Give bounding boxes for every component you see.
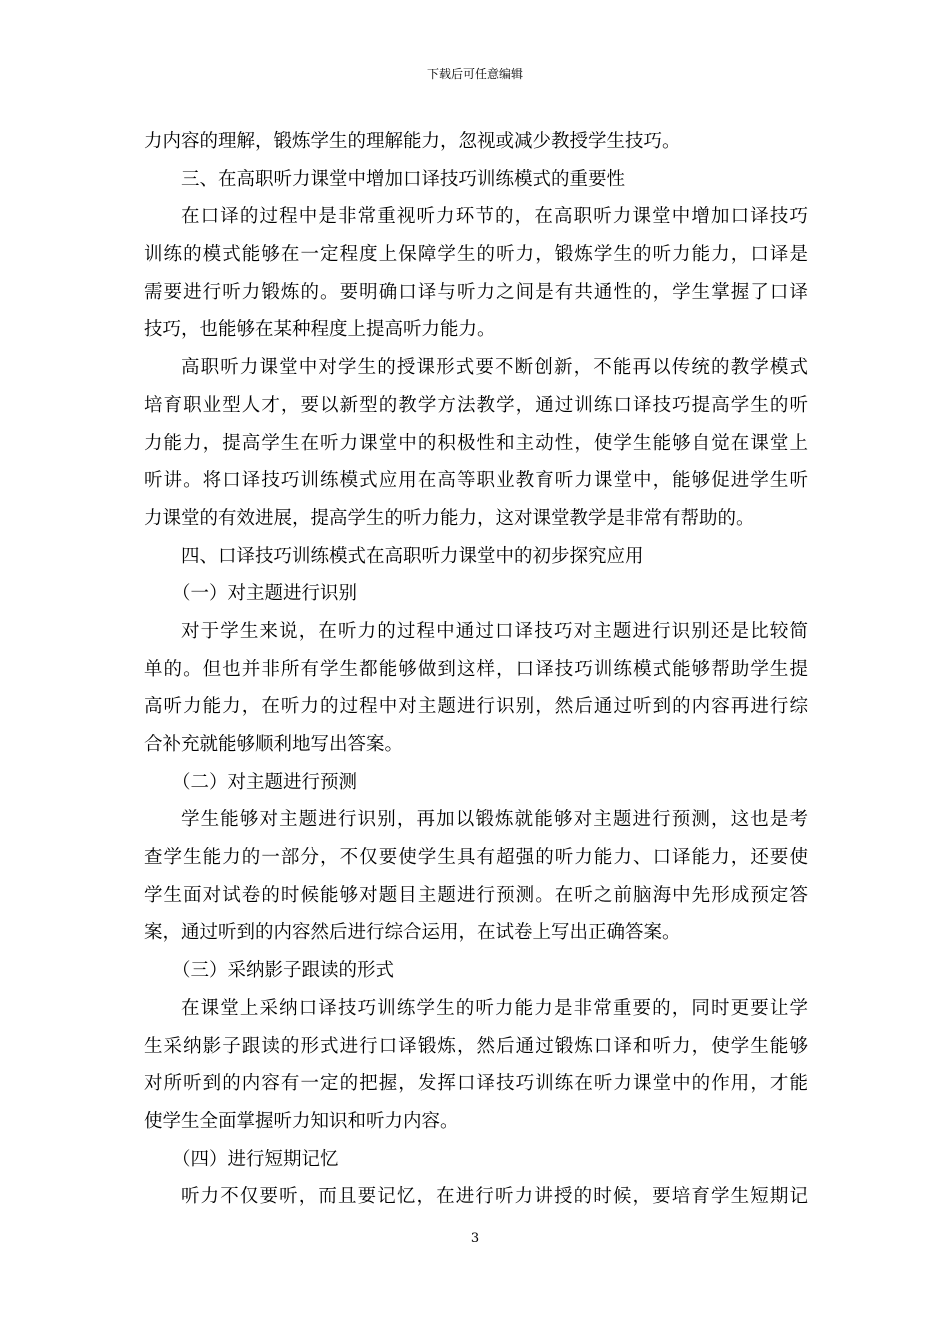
text-line: 合补充就能够顺利地写出答案。: [144, 734, 404, 755]
subsection-heading: （一）对主题进行识别: [172, 583, 358, 605]
text-line: 力课堂的有效进展，提高学生的听力能力，这对课堂教学是非常有帮助的。: [144, 507, 755, 529]
text-line: 案，通过听到的内容然后进行综合运用，在试卷上写出正确答案。: [144, 922, 681, 944]
text-line: 生采纳影子跟读的形式进行口译锻炼，然后通过锻炼口译和听力，使学生能够: [144, 1035, 808, 1057]
text-line: 技巧，也能够在某种程度上提高听力能力。: [144, 319, 496, 341]
text-line: 对于学生来说，在听力的过程中通过口译技巧对主题进行识别还是比较简: [181, 620, 808, 642]
text-line: 培育职业型人才，要以新型的教学方法教学，通过训练口译技巧提高学生的听: [144, 394, 808, 416]
text-line: 学生面对试卷的时候能够对题目主题进行预测。在听之前脑海中先形成预定答: [144, 884, 808, 906]
text-line: 高职听力课堂中对学生的授课形式要不断创新，不能再以传统的教学模式: [181, 357, 808, 379]
text-line: 在口译的过程中是非常重视听力环节的，在高职听力课堂中增加口译技巧: [181, 206, 808, 228]
subsection-heading: （四）进行短期记忆: [172, 1148, 339, 1170]
text-line: 听力不仅要听，而且要记忆，在进行听力讲授的时候，要培育学生短期记: [181, 1186, 808, 1208]
text-line: 对所听到的内容有一定的把握，发挥口译技巧训练在听力课堂中的作用，才能: [144, 1073, 808, 1095]
text-line: 力能力，提高学生在听力课堂中的积极性和主动性，使学生能够自觉在课堂上: [144, 432, 808, 454]
text-line: 听讲。将口译技巧训练模式应用在高等职业教育听力课堂中，能够促进学生听: [144, 470, 808, 492]
text-line: 查学生能力的一部分，不仅要使学生具有超强的听力能力、口译能力，还要使: [144, 847, 808, 869]
page-header: 下载后可任意编辑: [426, 67, 523, 81]
text-line: 力内容的理解，锻炼学生的理解能力，忽视或减少教授学生技巧。: [144, 131, 681, 152]
text-line: 高听力能力，在听力的过程中对主题进行识别，然后通过听到的内容再进行综: [144, 696, 808, 718]
section-heading: 四、口译技巧训练模式在高职听力课堂中的初步探究应用: [181, 545, 644, 567]
document-body: [144, 123, 808, 1216]
text-line: 在课堂上采纳口译技巧训练学生的听力能力是非常重要的，同时更要让学: [181, 997, 808, 1019]
subsection-heading: （二）对主题进行预测: [172, 771, 358, 793]
page-number: 3: [470, 1231, 480, 1246]
text-line: 训练的模式能够在一定程度上保障学生的听力，锻炼学生的听力能力，口译是: [144, 244, 808, 266]
subsection-heading: （三）采纳影子跟读的形式: [172, 960, 395, 982]
text-line: 需要进行听力锻炼的。要明确口译与听力之间是有共通性的，学生掌握了口译: [144, 281, 808, 303]
text-line: 使学生全面掌握听力知识和听力内容。: [144, 1110, 459, 1132]
section-heading: 三、在高职听力课堂中增加口译技巧训练模式的重要性: [181, 168, 626, 190]
text-line: 单的。但也并非所有学生都能够做到这样，口译技巧训练模式能够帮助学生提: [144, 658, 808, 680]
text-line: 学生能够对主题进行识别，再加以锻炼就能够对主题进行预测，这也是考: [181, 809, 808, 831]
